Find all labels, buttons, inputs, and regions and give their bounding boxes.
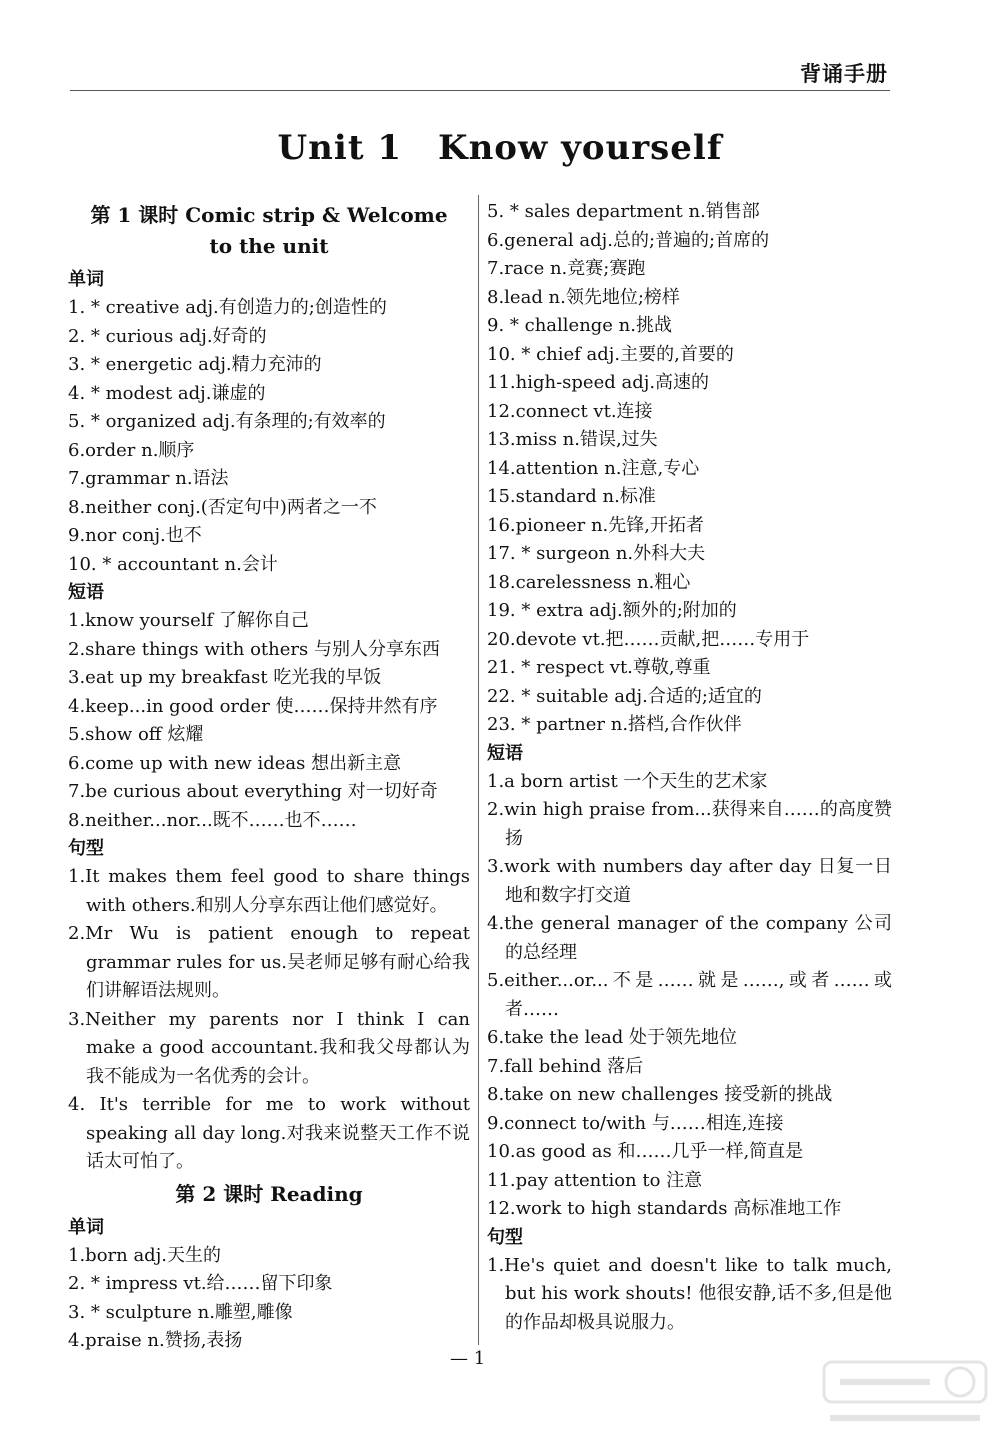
list-item: 5.show off 炫耀 (68, 724, 204, 745)
list-item: 19. * extra adj.额外的;附加的 (487, 600, 737, 621)
list-item: 2. * curious adj.好奇的 (68, 325, 267, 347)
list-item: 12.work to high standards 高标准地工作 (487, 1198, 842, 1219)
unit-name: Know yourself (438, 128, 723, 168)
list-item: 9. * challenge n.挑战 (487, 315, 672, 336)
lesson-1-title-line2: to the unit (209, 234, 329, 258)
column-divider (478, 195, 479, 1345)
list-item: 11.high-speed adj.高速的 (487, 372, 710, 393)
list-item: 7.fall behind 落后 (487, 1055, 644, 1077)
list-item: 2.Mr Wu is patient enough to repeat grammar rules for us.吴老师足够有耐心给我们讲解语法规则。 (68, 923, 470, 1001)
list-item: 1.It makes them feel good to share things with others.和别人分享东西让他们感觉好。 (68, 866, 470, 916)
list-item: 11.pay attention to 注意 (487, 1169, 703, 1191)
list-item: 10. * accountant n.会计 (68, 553, 278, 575)
left-column (68, 198, 470, 1356)
section-heading-sentences-2: 句型 (487, 1226, 523, 1248)
handbook-header-label: 背诵手册 (800, 62, 888, 86)
lesson-2-title: 第 2 课时 Reading (175, 1181, 363, 1206)
page-number-value: 1 (473, 1348, 486, 1369)
list-item: 10. * chief adj.主要的,首要的 (487, 343, 734, 365)
list-item: 3.Neither my parents nor I think I can make a good accountant.我和我父母都认为我不能成为一名优秀的会计。 (68, 1008, 470, 1087)
list-item: 3.work with numbers day after day 日复一日地和数字打交道 (487, 856, 892, 906)
list-item: 15.standard n.标准 (487, 486, 656, 507)
list-item: 7.be curious about everything 对一切好奇 (68, 781, 438, 802)
list-item: 9.nor conj.也不 (68, 525, 202, 546)
list-item: 2.share things with others 与别人分享东西 (68, 638, 440, 660)
list-item: 7.grammar n.语法 (68, 468, 229, 489)
list-item: 10.as good as 和……几乎一样,简直是 (487, 1141, 804, 1162)
right-column (487, 198, 892, 1337)
list-item: 17. * surgeon n.外科大夫 (487, 543, 706, 564)
list-item: 14.attention n.注意,专心 (487, 457, 700, 479)
list-item: 13.miss n.错误,过失 (487, 429, 658, 450)
list-item: 8.neither conj.(否定句中)两者之一不 (68, 496, 377, 518)
list-item: 3. * sculpture n.雕塑,雕像 (68, 1301, 293, 1323)
list-item: 21. * respect vt.尊敬,尊重 (487, 657, 711, 678)
sentence-list-2 (487, 1252, 892, 1338)
list-item: 5. * organized adj.有条理的;有效率的 (68, 411, 386, 432)
sentence-list (68, 863, 470, 1177)
list-item: 18.carelessness n.粗心 (487, 571, 691, 593)
list-item: 3. * energetic adj.精力充沛的 (68, 354, 322, 375)
list-item: 2.win high praise from...获得来自……的高度赞扬 (487, 799, 892, 849)
page-number: — 1 (450, 1348, 486, 1369)
list-item: 8.lead n.领先地位;榜样 (487, 286, 680, 308)
word-list (68, 294, 470, 579)
list-item: 8.neither...nor...既不……也不…… (68, 809, 357, 831)
list-item: 1.know yourself 了解你自己 (68, 610, 309, 631)
header-rule (70, 90, 890, 91)
list-item: 9.connect to/with 与……相连,连接 (487, 1112, 784, 1134)
list-item: 1.He's quiet and doesn't like to talk much, but his work shouts! 他很安静,话不多,但是他的作品却极具说服力。 (487, 1254, 892, 1333)
unit-title (0, 128, 1000, 168)
list-item: 6.general adj.总的;普遍的;首席的 (487, 229, 770, 251)
list-item: 5.either...or...不是……就是……,或者……或者…… (487, 970, 892, 1020)
phrase-list-2 (487, 768, 892, 1224)
watermark-logo-icon (820, 1358, 990, 1428)
word-list-continued (487, 198, 892, 740)
list-item: 4. * modest adj.谦虚的 (68, 382, 266, 404)
section-heading-words: 单词 (68, 269, 104, 290)
list-item: 1. * creative adj.有创造力的;创造性的 (68, 297, 387, 318)
list-item: 6.order n.顺序 (68, 439, 195, 461)
list-item: 16.pioneer n.先锋,开拓者 (487, 514, 705, 536)
list-item: 4.keep...in good order 使……保持井然有序 (68, 695, 438, 717)
word-list-2 (68, 1242, 470, 1356)
list-item: 20.devote vt.把……贡献,把……专用于 (487, 628, 810, 650)
section-heading-words-2: 单词 (68, 1216, 104, 1238)
list-item: 5. * sales department n.销售部 (487, 201, 760, 222)
list-item: 1.born adj.天生的 (68, 1244, 222, 1266)
section-heading-sentences: 句型 (68, 838, 104, 859)
list-item: 8.take on new challenges 接受新的挑战 (487, 1084, 833, 1105)
list-item: 6.take the lead 处于领先地位 (487, 1027, 738, 1048)
list-item: 22. * suitable adj.合适的;适宜的 (487, 685, 762, 707)
list-item: 4. It's terrible for me to work without speaking all day long.对我来说整天工作不说话太可怕了。 (68, 1094, 470, 1172)
section-heading-phrases: 短语 (68, 582, 104, 603)
lesson-1-title (68, 200, 470, 262)
unit-number: Unit 1 (277, 128, 403, 168)
list-item: 1.a born artist 一个天生的艺术家 (487, 770, 768, 792)
list-item: 4.the general manager of the company 公司的总经理 (487, 913, 892, 963)
list-item: 4.praise n.赞扬,表扬 (68, 1330, 243, 1351)
list-item: 23. * partner n.搭档,合作伙伴 (487, 714, 742, 735)
phrase-list (68, 607, 470, 835)
list-item: 7.race n.竞赛;赛跑 (487, 258, 646, 279)
list-item: 6.come up with new ideas 想出新主意 (68, 752, 402, 774)
list-item: 12.connect vt.连接 (487, 400, 653, 422)
section-heading-phrases-2: 短语 (487, 742, 523, 764)
list-item: 2. * impress vt.给……留下印象 (68, 1273, 333, 1294)
lesson-1-title-line1: 第 1 课时 Comic strip & Welcome (90, 203, 448, 227)
list-item: 3.eat up my breakfast 吃光我的早饭 (68, 667, 382, 688)
